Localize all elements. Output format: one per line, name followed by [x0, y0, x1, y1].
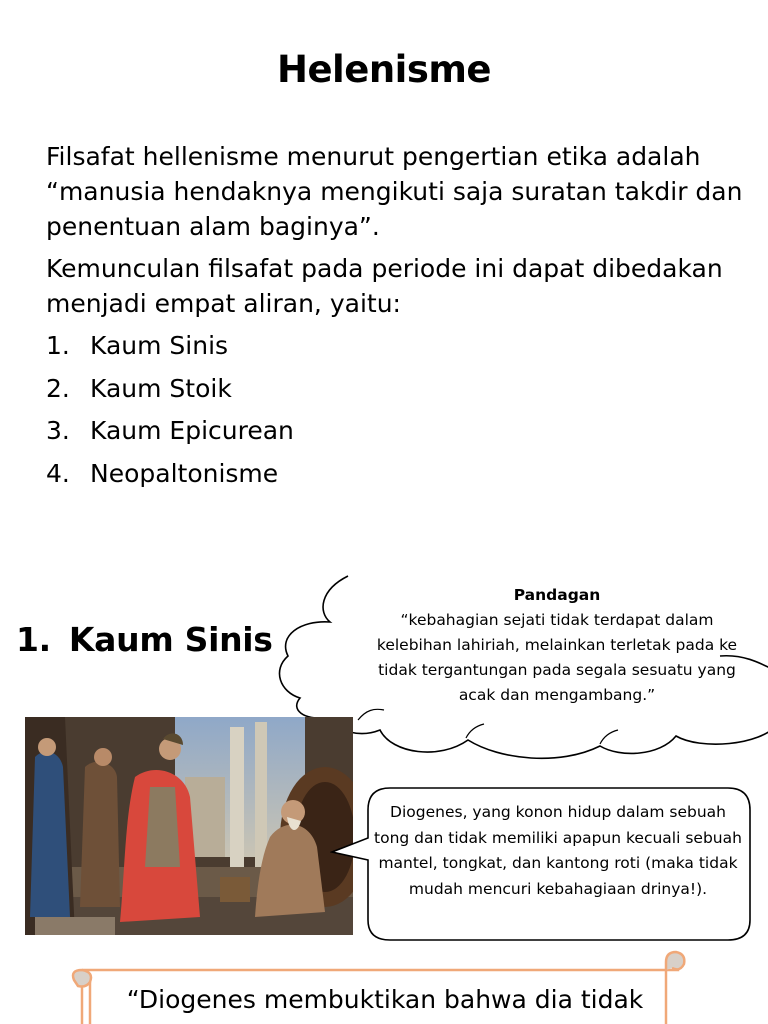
section-number: 1.	[16, 620, 51, 659]
cloud-text	[372, 583, 742, 708]
cloud-title: Pandagan	[513, 586, 601, 604]
list-label: Kaum Epicurean	[90, 416, 294, 445]
painting-image	[25, 717, 353, 935]
list-label: Kaum Sinis	[90, 331, 229, 360]
bubble-text: Diogenes, yang konon hidup dalam sebuah tong dan tidak memiliki apapun kecuali sebuah mantel, tongkat, dan kantong roti (maka tidak mudah mencuri kebahagiaan drinya!).	[374, 803, 742, 898]
list-item	[46, 368, 646, 411]
slide-title: Helenisme	[276, 48, 492, 91]
list-number: 3.	[46, 416, 70, 445]
list-label: Neopaltonisme	[90, 458, 279, 488]
list-label: Kaum Stoik	[90, 373, 232, 403]
diogenes-painting	[25, 717, 353, 935]
list-number: 1.	[46, 331, 70, 360]
section-heading-text: Kaum Sinis	[68, 620, 273, 659]
list-number: 2.	[46, 373, 70, 403]
branches-paragraph: Kemunculan filsafat pada periode ini dapat dibedakan menjadi empat aliran, yaitu:	[46, 254, 723, 318]
intro-paragraph: Filsafat hellenisme menurut pengertian etika adalah “manusia hendaknya mengikuti saja suratan takdir dan penentuan alam baginya”.	[46, 142, 743, 241]
scroll-text: “Diogenes membuktikan bahwa dia tidak	[126, 985, 644, 1014]
list-number: 4.	[46, 458, 70, 488]
list-item	[46, 410, 646, 453]
cloud-quote: “kebahagian sejati tidak terdapat dalam kelebihan lahiriah, melainkan terletak pada ke tidak tergantungan pada segala sesuatu yang acak dan mengambang.”	[376, 611, 738, 704]
list-item	[46, 325, 646, 368]
branches-list	[46, 325, 646, 495]
list-item	[46, 453, 646, 496]
